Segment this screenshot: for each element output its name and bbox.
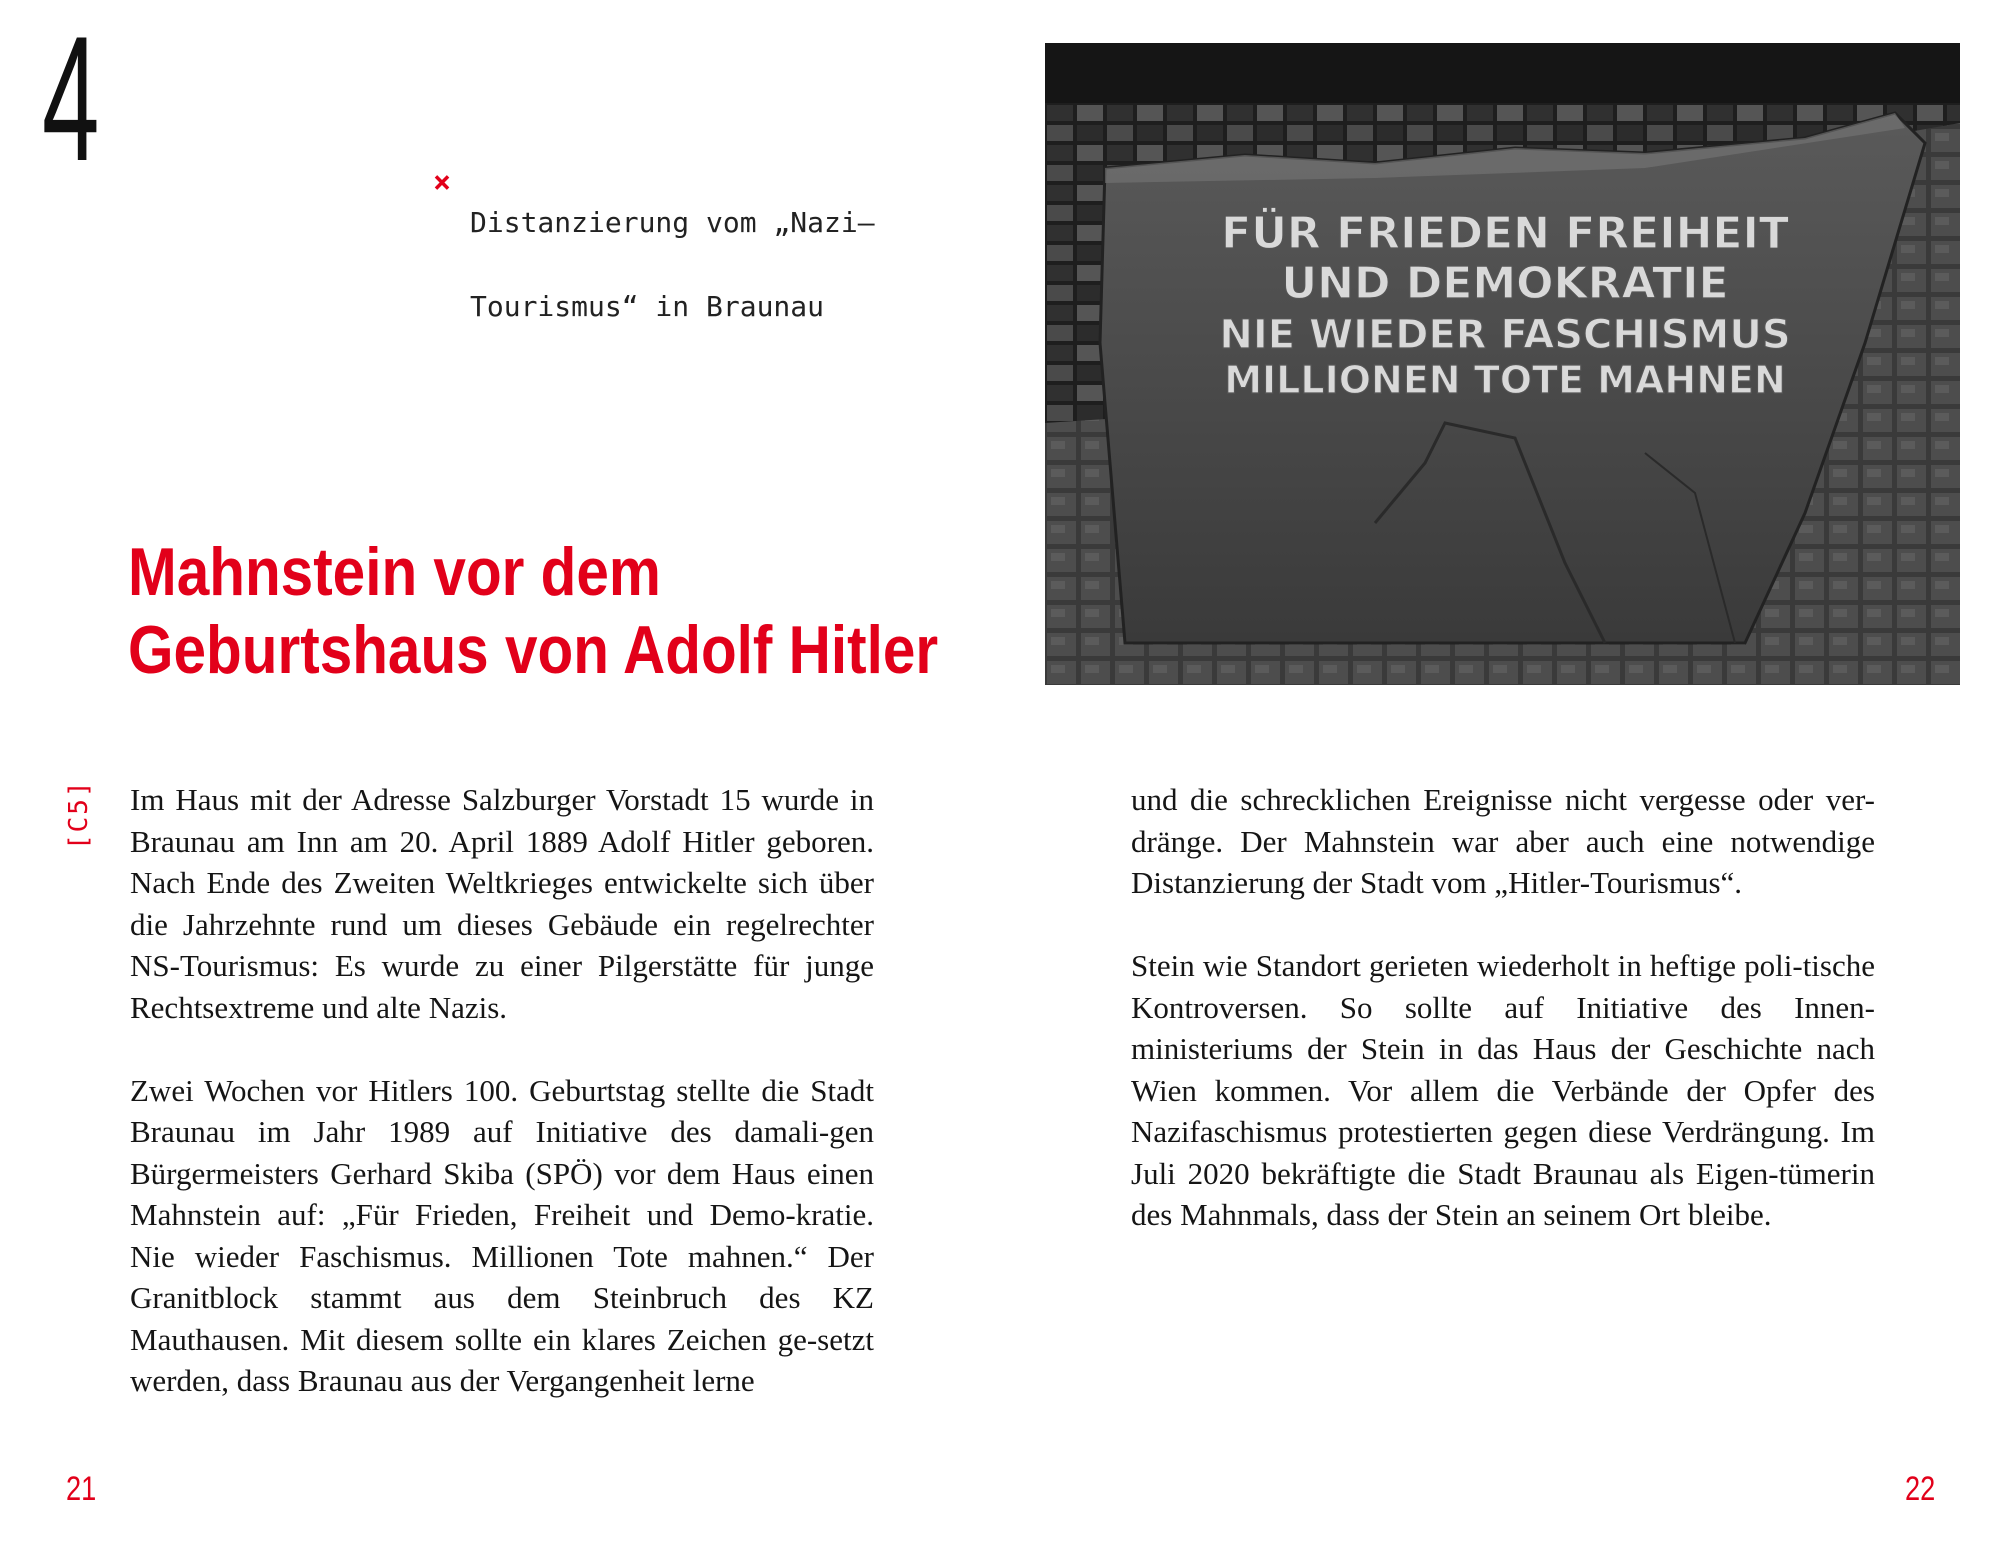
- memorial-stone-photo: [1045, 43, 1960, 685]
- body-paragraph: und die schrecklichen Ereignisse nicht vergesse oder ver-dränge. Der Mahnstein war aber auch eine notwendige Distanzierung der Stadt vom „Hitler-Tourismus“.: [1131, 782, 1875, 900]
- body-paragraph: Stein wie Standort gerieten wiederholt in heftige poli-tische Kontroversen. So sollte auf Initiative des Innen-ministeriums der Stein in das Haus der Geschichte nach Wien kommen. Vor allem die Verbände der Opfer des Nazifaschismus protestierten gegen diese Verdrängung. Im Juli 2020 bekräftigte die Stadt Braunau als Eigen-tümerin des Mahnmals, dass der Stein an seinem Ort bleibe.: [1131, 948, 1875, 1232]
- cross-marker-icon: ×: [433, 165, 452, 200]
- chapter-number: 4: [42, 0, 99, 198]
- page-number-left: 21: [66, 1470, 97, 1508]
- section-note-line: Distanzierung vom „Nazi–: [470, 206, 875, 239]
- body-paragraph: Zwei Wochen vor Hitlers 100. Geburtstag stellte die Stadt Braunau im Jahr 1989 auf Initiative des damali-gen Bürgermeisters Gerhard Skiba (SPÖ) vor dem Haus einen Mahnstein auf: „Für Frieden, Freiheit und Demo-kratie. Nie wieder Faschismus. Millionen Tote mahnen.“ Der Granitblock stammt aus dem Steinbruch des KZ Mauthausen. Mit diesem sollte ein klares Zeichen ge-setzt werden, dass Braunau aus der Vergangenheit lerne: [130, 1072, 874, 1398]
- left-text-column: [130, 779, 874, 1443]
- stone-inscription: [1219, 206, 1790, 402]
- inscription-line: MILLIONEN TOTE MAHNEN: [1224, 358, 1786, 402]
- location-code: [C5]: [64, 779, 94, 850]
- section-note: [433, 160, 875, 370]
- page-title: [128, 533, 939, 689]
- page-number-right: 22: [1905, 1470, 1936, 1508]
- inscription-line: FÜR FRIEDEN FREIHEIT: [1221, 208, 1789, 259]
- section-note-line: Tourismus“ in Braunau: [470, 290, 825, 323]
- page-title-line: Geburtshaus von Adolf Hitler: [128, 612, 939, 688]
- inscription-line: NIE WIEDER FASCHISMUS: [1219, 312, 1791, 358]
- page-title-line: Mahnstein vor dem: [128, 534, 661, 610]
- right-text-column: [1131, 779, 1875, 1277]
- body-paragraph: Im Haus mit der Adresse Salzburger Vorstadt 15 wurde in Braunau am Inn am 20. April 1889 Adolf Hitler geboren. Nach Ende des Zweiten Weltkrieges entwickelte sich über die Jahrzehnte rund um dieses Gebäude ein regelrechter NS-Tourismus: Es wurde zu einer Pilgerstätte für junge Rechtsextreme und alte Nazis.: [130, 782, 874, 1025]
- inscription-line: UND DEMOKRATIE: [1281, 258, 1729, 309]
